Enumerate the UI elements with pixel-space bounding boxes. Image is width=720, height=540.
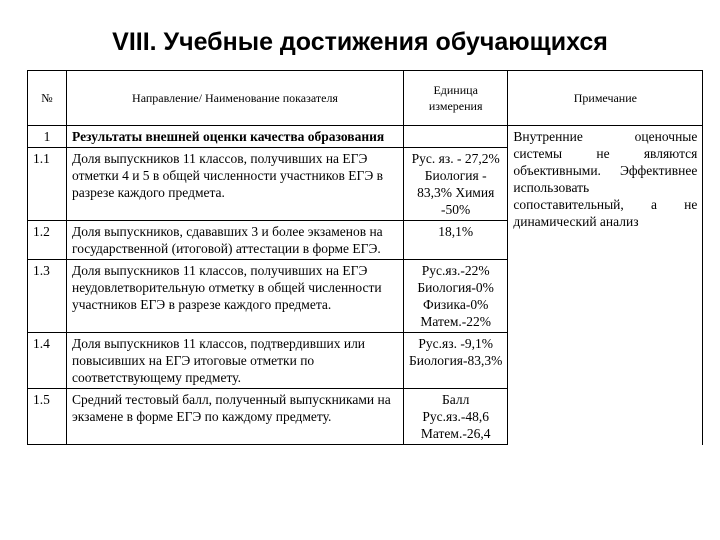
row-num: 1.1: [28, 148, 67, 221]
header-name: Направление/ Наименование показателя: [67, 71, 404, 126]
row-num: 1.2: [28, 221, 67, 260]
row-num: 1: [28, 126, 67, 148]
page-title: VIII. Учебные достижения обучающихся: [112, 28, 608, 56]
row-unit: 18,1%: [404, 221, 508, 260]
header-note: Примечание: [508, 71, 703, 126]
row-name: Доля выпускников 11 классов, получивших на ЕГЭ отметки 4 и 5 в общей численности участников ЕГЭ в разрезе каждого предмета.: [67, 148, 404, 221]
table-header-row: [28, 71, 703, 126]
row-unit: [404, 126, 508, 148]
row-num: 1.4: [28, 333, 67, 389]
row-name: Доля выпускников, сдававших 3 и более экзаменов на государственной (итоговой) аттестации в форме ЕГЭ.: [67, 221, 404, 260]
row-name: Результаты внешней оценки качества образования: [67, 126, 404, 148]
achievements-table: [27, 70, 703, 445]
row-name: Средний тестовый балл, полученный выпускниками на экзамене в форме ЕГЭ по каждому предмету.: [67, 389, 404, 445]
row-unit: Рус. яз. - 27,2% Биология - 83,3% Химия -50%: [404, 148, 508, 221]
row-unit: Балл Рус.яз.-48,6 Матем.-26,4: [404, 389, 508, 445]
row-name: Доля выпускников 11 классов, получивших на ЕГЭ неудовлетворительную отметку в общей численности участников ЕГЭ в разрезе каждого предмета.: [67, 260, 404, 333]
header-unit: Единица измерения: [404, 71, 508, 126]
row-num: 1.3: [28, 260, 67, 333]
row-unit: Рус.яз. -9,1% Биология-83,3%: [404, 333, 508, 389]
row-name: Доля выпускников 11 классов, подтвердивших или повысивших на ЕГЭ итоговые отметки по соответствующему предмету.: [67, 333, 404, 389]
header-num: №: [28, 71, 67, 126]
row-num: 1.5: [28, 389, 67, 445]
note-cell: Внутренние оценочные системы не являются объективными. Эффективнее использовать сопоставительный, а не динамический анализ: [508, 126, 703, 445]
table-row: [28, 126, 703, 148]
row-unit: Рус.яз.-22% Биология-0% Физика-0% Матем.-22%: [404, 260, 508, 333]
